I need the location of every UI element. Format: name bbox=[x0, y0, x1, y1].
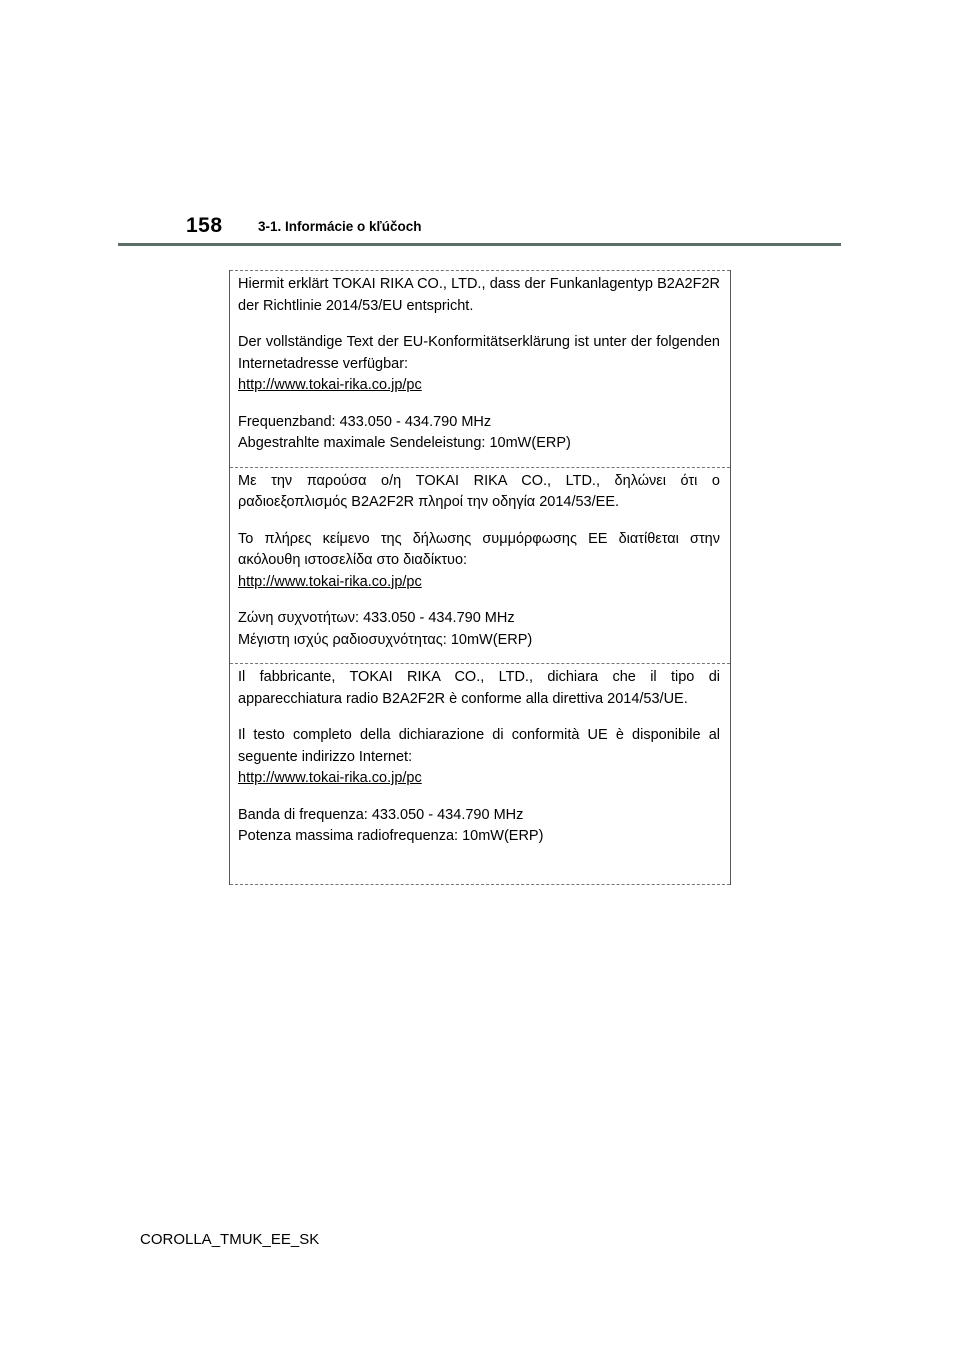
notice-block-greek bbox=[230, 467, 730, 664]
fulltext-intro: Il testo completo della dichiarazione di conformità UE è disponibile al seguente indirizzo Internet: bbox=[238, 727, 720, 765]
max-power: Μέγιστη ισχύς ραδιοσυχνότητας: 10mW(ERP) bbox=[238, 631, 533, 648]
max-power: Abgestrahlte maximale Sendeleistung: 10mW(ERP) bbox=[238, 435, 571, 451]
tokai-rika-link[interactable]: http://www.tokai-rika.co.jp/pc bbox=[238, 770, 422, 786]
notice-block-german bbox=[230, 270, 730, 467]
declaration-text: Il fabbricante, TOKAI RIKA CO., LTD., dichiara che il tipo di apparecchiatura radio B2A2F2R è conforme alla direttiva 2014/53/UE. bbox=[238, 669, 720, 707]
tokai-rika-link[interactable]: http://www.tokai-rika.co.jp/pc bbox=[238, 377, 422, 393]
technical-specs bbox=[238, 412, 720, 455]
frequency-band: Banda di frequenza: 433.050 - 434.790 MHz bbox=[238, 806, 524, 823]
fulltext-paragraph bbox=[238, 529, 720, 594]
technical-specs bbox=[238, 805, 720, 848]
technical-specs bbox=[238, 608, 720, 651]
document-code: COROLLA_TMUK_EE_SK bbox=[140, 1231, 320, 1248]
declaration-text: Με την παρούσα ο/η TOKAI RIKA CO., LTD., δηλώνει ότι ο ραδιοεξοπλισμός B2A2F2R πληροί την οδηγία 2014/53/ΕΕ. bbox=[238, 472, 720, 510]
max-power: Potenza massima radiofrequenza: 10mW(ERP) bbox=[238, 828, 544, 844]
tokai-rika-link[interactable]: http://www.tokai-rika.co.jp/pc bbox=[238, 573, 422, 590]
fulltext-intro: Το πλήρες κείμενο της δήλωσης συμμόρφωσης ΕΕ διατίθεται στην ακόλουθη ιστοσελίδα στο διαδίκτυο: bbox=[238, 530, 720, 568]
conformity-notice-box bbox=[229, 270, 731, 885]
page-number: 158 bbox=[186, 214, 223, 237]
fulltext-paragraph bbox=[238, 725, 720, 790]
fulltext-intro: Der vollständige Text der EU-Konformitätserklärung ist unter der folgenden Internetadresse verfügbar: bbox=[238, 334, 720, 372]
fulltext-paragraph bbox=[238, 332, 720, 397]
header-divider bbox=[118, 243, 841, 246]
frequency-band: Frequenzband: 433.050 - 434.790 MHz bbox=[238, 413, 492, 430]
section-title: 3-1. Informácie o kľúčoch bbox=[258, 219, 422, 234]
frequency-band: Ζώνη συχνοτήτων: 433.050 - 434.790 MHz bbox=[238, 610, 515, 626]
declaration-text: Hiermit erklärt TOKAI RIKA CO., LTD., dass der Funkanlagentyp B2A2F2R der Richtlinie 2014/53/EU entspricht. bbox=[238, 276, 720, 314]
notice-block-italian bbox=[230, 663, 730, 885]
